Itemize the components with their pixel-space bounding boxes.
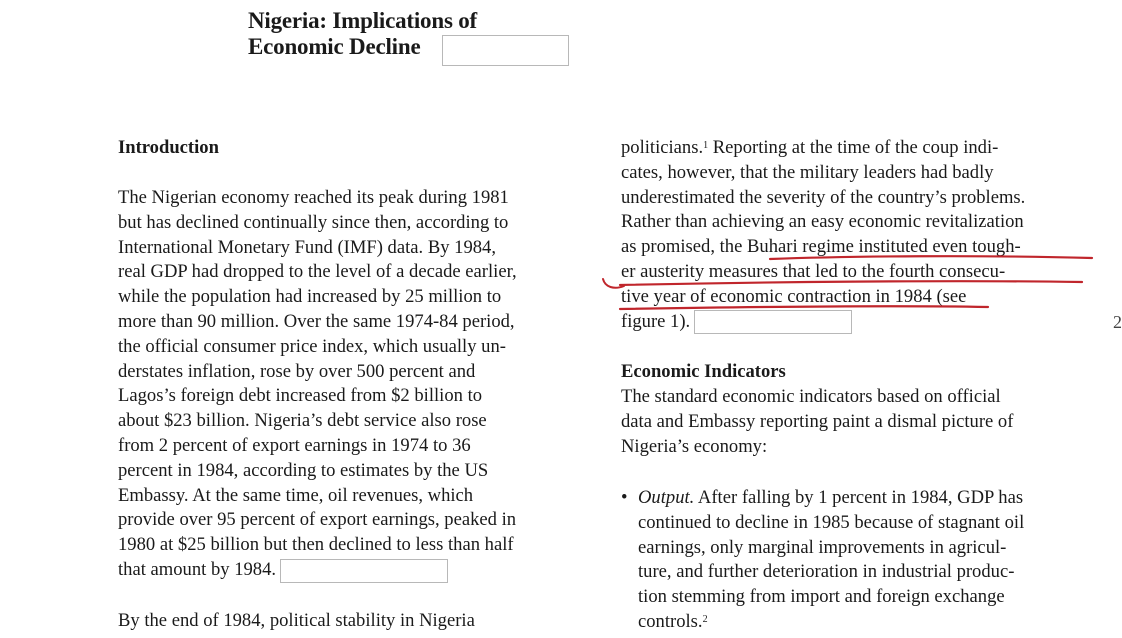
intro-paragraph (118, 186, 517, 583)
paragraph-line: underestimated the severity of the country’s problems. (621, 186, 1026, 208)
paragraph-line (621, 136, 1025, 161)
paragraph-line (638, 486, 1024, 511)
paragraph-line (621, 310, 1025, 335)
footnote-ref: 2 (702, 613, 708, 625)
paragraph-line-text: Reporting at the time of the coup indi- (708, 137, 999, 158)
underlined-line: er austerity measures that led to the fourth consecu- (621, 260, 1006, 282)
paragraph-line: provide over 95 percent of export earnings, peaked in (118, 509, 517, 531)
paragraph-line-text: (see (931, 285, 967, 307)
title-line-2: Economic Decline (248, 34, 421, 59)
paragraph-line-text: figure 1). (621, 310, 691, 332)
paragraph-line (118, 558, 517, 583)
section-heading-introduction: Introduction (118, 137, 219, 158)
underlined-text: Buhari regime instituted even tough- (747, 236, 1021, 258)
paragraph-line: while the population had increased by 25 million to (118, 286, 502, 308)
paragraph-line: data and Embassy reporting paint a dismal picture of (621, 410, 1014, 432)
paragraph-line: Rather than achieving an easy economic revitalization (621, 211, 1024, 233)
paragraph-line: cates, however, that the military leaders had badly (621, 161, 994, 183)
paragraph-line: The standard economic indicators based on official (621, 386, 1001, 407)
title-line-1: Nigeria: Implications of (248, 8, 478, 33)
paragraph-line: tion stemming from import and foreign exchange (638, 586, 1005, 608)
paragraph-line: Lagos’s foreign debt increased from $2 billion to (118, 385, 483, 407)
paragraph-line: continued to decline in 1985 because of stagnant oil (638, 511, 1025, 533)
bullet-term: Output. (638, 487, 695, 508)
paragraph-line: Nigeria’s economy: (621, 435, 768, 457)
paragraph-line: Embassy. At the same time, oil revenues, which (118, 484, 474, 506)
paragraph-line: International Monetary Fund (IMF) data. By 1984, (118, 236, 497, 258)
paragraph-line: earnings, only marginal improvements in agricul- (638, 536, 1007, 558)
paragraph-line: the official consumer price index, which usually un- (118, 335, 506, 357)
paragraph-line: derstates inflation, rose by over 500 percent and (118, 360, 476, 382)
paragraph-line: By the end of 1984, political stability in Nigeria (118, 610, 475, 631)
paragraph-line-text: controls. (638, 610, 703, 632)
section-heading-economic-indicators: Economic Indicators (621, 361, 786, 382)
page-edge-mark: 2 (1113, 312, 1122, 332)
bullet-marker: • (621, 487, 628, 508)
paragraph-line: more than 90 million. Over the same 1974-84 period, (118, 310, 515, 332)
paragraph-line: from 2 percent of export earnings in 1974 to 36 (118, 434, 471, 456)
paragraph-line (621, 285, 1025, 310)
bullet-output (638, 486, 1024, 635)
indicators-paragraph (621, 385, 1013, 459)
redaction-box-right (694, 310, 852, 334)
paragraph-line-text: After falling by 1 percent in 1984, GDP has (694, 487, 1024, 508)
paragraph-line: percent in 1984, according to estimates by the US (118, 459, 489, 481)
paragraph-line: 1980 at $25 billion but then declined to less than half (118, 534, 514, 556)
paragraph-line-text: that amount by 1984. (118, 558, 277, 580)
footnote-ref: 1 (703, 140, 709, 151)
paragraph-line: but has declined continually since then, according to (118, 211, 509, 233)
underlined-text: tive year of economic contraction in 1984 (621, 285, 932, 307)
redaction-box-title (442, 35, 569, 66)
paragraph-line-text: politicians. (621, 137, 704, 158)
paragraph-line-text: as promised, the (621, 236, 747, 258)
paragraph-line (621, 235, 1025, 260)
paragraph-line: real GDP had dropped to the level of a decade earlier, (118, 261, 517, 283)
paragraph-line: The Nigerian economy reached its peak during 1981 (118, 187, 509, 208)
paragraph-line: about $23 billion. Nigeria’s debt service also rose (118, 410, 487, 432)
paragraph-line: ture, and further deterioration in industrial produc- (638, 561, 1015, 583)
continuation-paragraph (621, 136, 1025, 334)
paragraph-line (638, 610, 1024, 635)
redaction-box-left (280, 559, 448, 583)
